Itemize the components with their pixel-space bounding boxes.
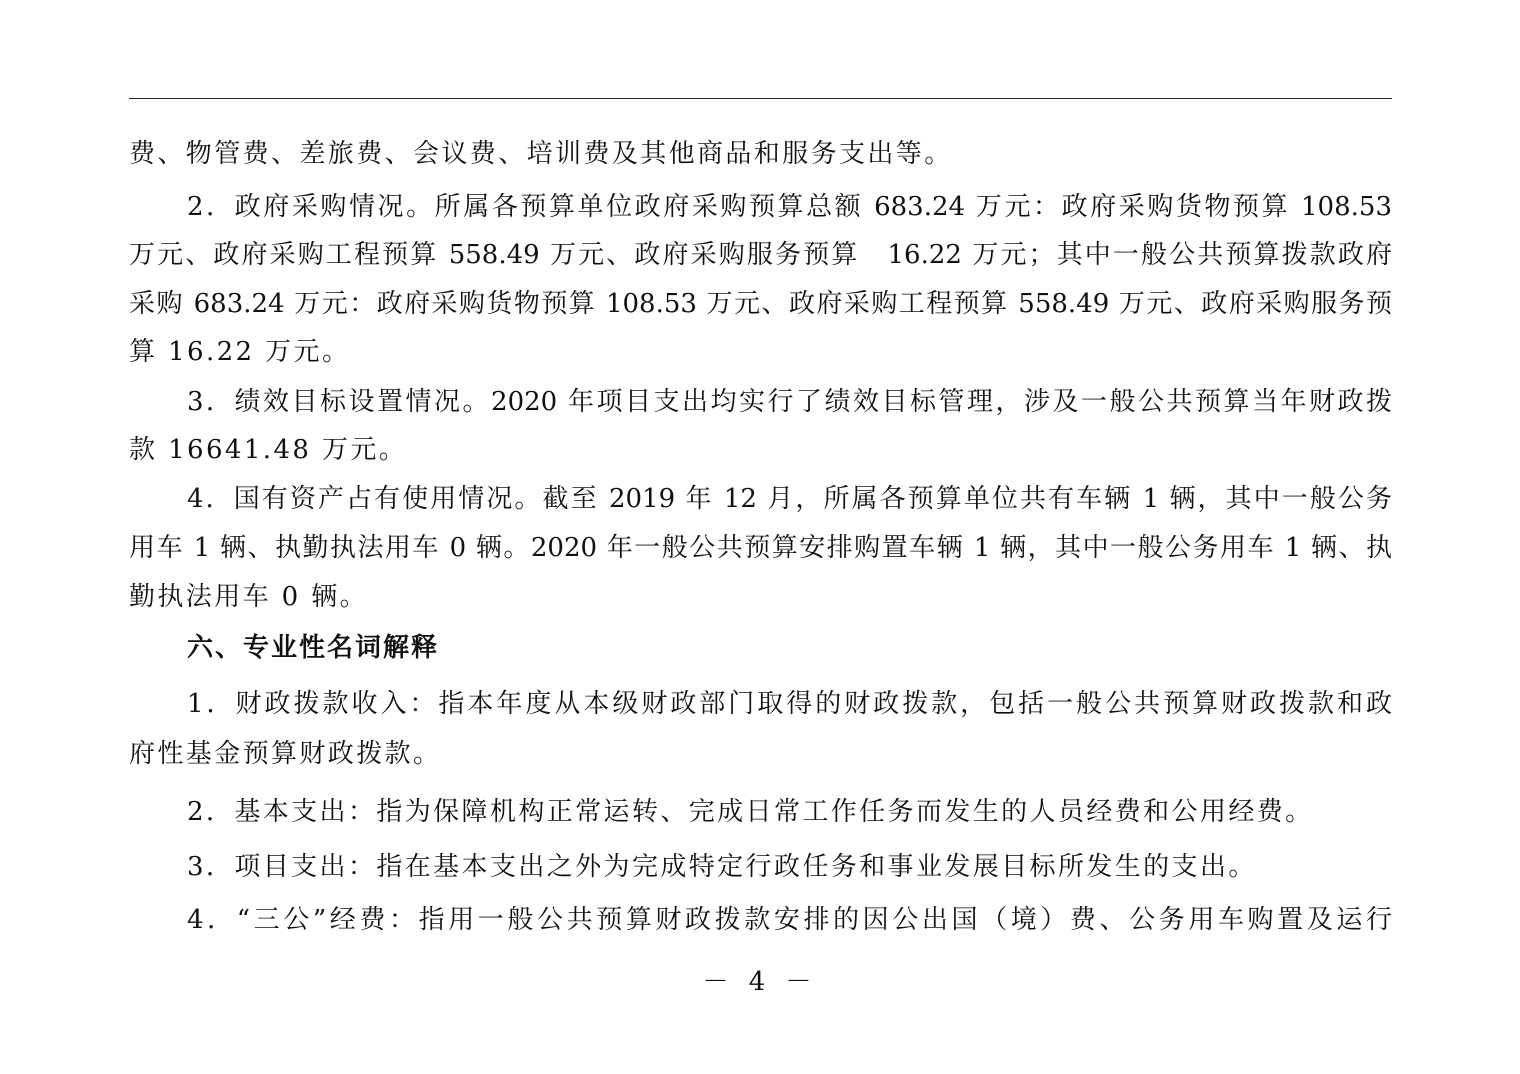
paragraph-line: 勤执法用车 0 辆。 <box>129 582 369 612</box>
page-number: － 4 － <box>702 967 818 997</box>
paragraph-line: 款 16641.48 万元。 <box>129 435 408 465</box>
paragraph-line: 2．基本支出：指为保障机构正常运转、完成日常工作任务而发生的人员经费和公用经费。 <box>187 797 1314 827</box>
paragraph-line: 用车 1 辆、执勤执法用车 0 辆。2020 年一般公共预算安排购置车辆 1 辆，其中一般公务用车 1 辆、执 <box>129 533 1392 563</box>
paragraph-line: 3．绩效目标设置情况。2020 年项目支出均实行了绩效目标管理，涉及一般公共预算当年财政拨 <box>187 387 1392 417</box>
paragraph-line: 府性基金预算财政拨款。 <box>129 739 442 769</box>
paragraph-line: 费、物管费、差旅费、会议费、培训费及其他商品和服务支出等。 <box>129 139 953 169</box>
section-heading: 六、专业性名词解释 <box>187 633 440 663</box>
paragraph-line: 采购 683.24 万元：政府采购货物预算 108.53 万元、政府采购工程预算 558.49 万元、政府采购服务预 <box>129 289 1392 319</box>
paragraph-line: 万元、政府采购工程预算 558.49 万元、政府采购服务预算 16.22 万元；其中一般公共预算拨款政府 <box>129 240 1392 270</box>
paragraph-line: 算 16.22 万元。 <box>129 337 351 367</box>
paragraph-line: 4．“三公”经费：指用一般公共预算财政拨款安排的因公出国（境）费、公务用车购置及运行 <box>187 905 1392 935</box>
header-rule <box>129 98 1392 99</box>
paragraph-line: 1．财政拨款收入：指本年度从本级财政部门取得的财政拨款，包括一般公共预算财政拨款和政 <box>187 689 1392 719</box>
paragraph-line: 3．项目支出：指在基本支出之外为完成特定行政任务和事业发展目标所发生的支出。 <box>187 852 1257 882</box>
paragraph-line: 2．政府采购情况。所属各预算单位政府采购预算总额 683.24 万元：政府采购货物预算 108.53 <box>187 192 1392 222</box>
paragraph-line: 4．国有资产占有使用情况。截至 2019 年 12 月，所属各预算单位共有车辆 1 辆，其中一般公务 <box>187 484 1392 514</box>
